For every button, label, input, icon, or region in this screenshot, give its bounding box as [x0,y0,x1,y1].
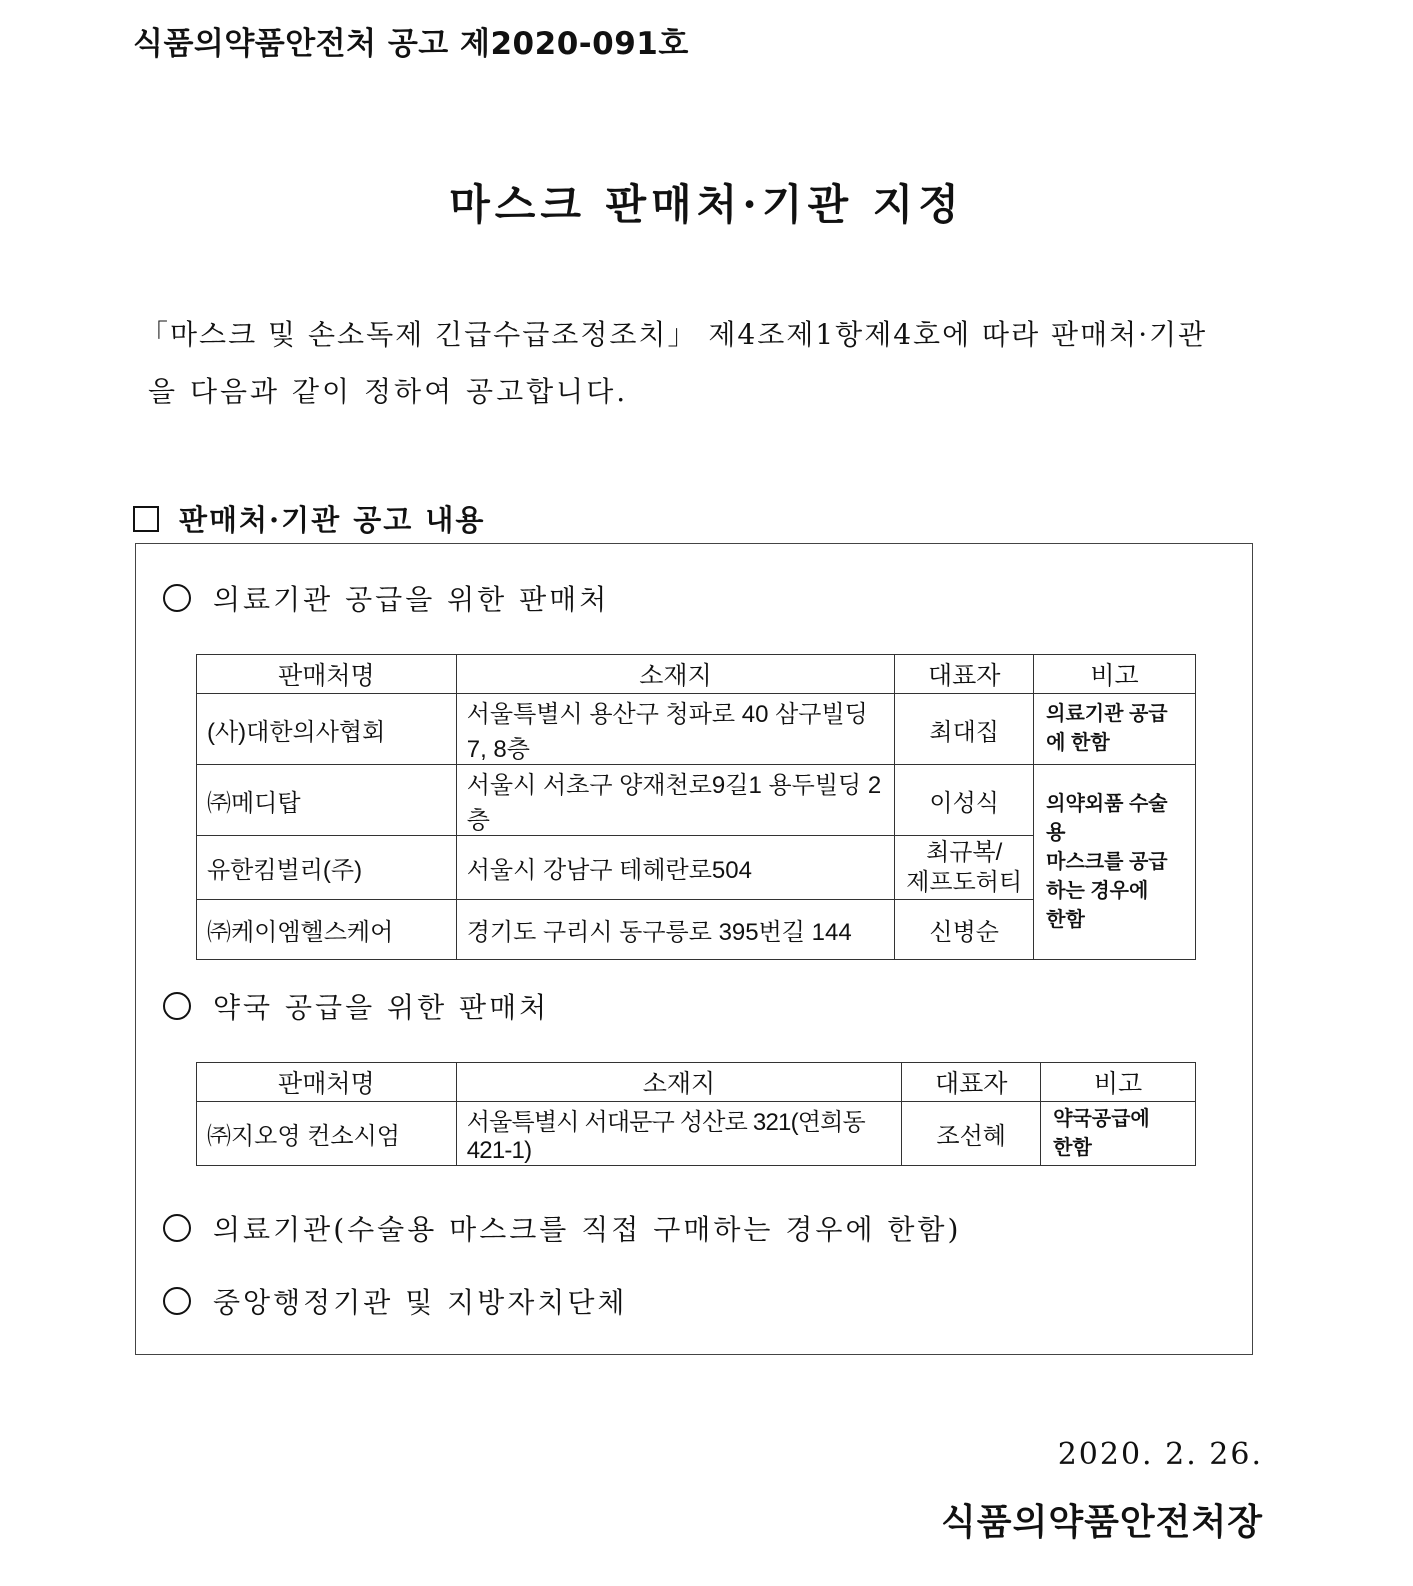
page-title: 마스크 판매처·기관 지정 [449,180,964,229]
checkbox-square-icon [133,506,159,532]
header-remarks: 비고 [1034,655,1196,694]
cell-location: 서울시 강남구 테헤란로504 [456,836,895,900]
cell-remarks: 약국공급에 한함 [1041,1102,1196,1166]
notice-number: 식품의약품안전처 공고 제2020-091호 [133,26,689,62]
cell-name: (사)대한의사협회 [197,694,457,765]
cell-name: ㈜지오영 컨소시엄 [197,1102,457,1166]
section-heading [133,498,485,539]
intro-line-1: 「마스크 및 손소독제 긴급수급조정조치」 제4조제1항제4호에 따라 판매처·기관 [140,318,1208,351]
cell-location: 경기도 구리시 동구릉로 395번길 144 [456,900,895,960]
header-location: 소재지 [456,1063,902,1102]
bullet-medical-suppliers [163,578,609,618]
circle-bullet-icon [163,992,191,1020]
cell-remarks: 의약외품 수술용 마스크를 공급 하는 경우에 한함 [1034,765,1196,960]
cell-name: 유한킴벌리(주) [197,836,457,900]
circle-bullet-icon [163,1287,191,1315]
header-representative: 대표자 [895,655,1034,694]
header-remarks: 비고 [1041,1063,1196,1102]
table-row [197,694,1196,765]
cell-name: ㈜메디탑 [197,765,457,836]
table-row [197,1102,1196,1166]
bullet-text: 약국 공급을 위한 판매처 [213,991,550,1024]
cell-location: 서울특별시 용산구 청파로 40 삼구빌딩 7, 8층 [456,694,895,765]
table-header-row [197,655,1196,694]
bullet-text: 중앙행정기관 및 지방자치단체 [213,1286,628,1319]
circle-bullet-icon [163,584,191,612]
cell-representative: 최규복/ 제프도허티 [895,836,1034,900]
cell-name: ㈜케이엠헬스케어 [197,900,457,960]
notice-date: 2020. 2. 26. [1057,1437,1263,1472]
issuer-name: 식품의약품안전처장 [941,1501,1263,1543]
header-name: 판매처명 [197,655,457,694]
bullet-pharmacy-suppliers [163,986,549,1026]
table-row [197,765,1196,836]
cell-location: 서울특별시 서대문구 성산로 321(연희동 421-1) [456,1102,902,1166]
cell-representative: 신병순 [895,900,1034,960]
cell-location: 서울시 서초구 양재천로9길1 용두빌딩 2층 [456,765,895,836]
circle-bullet-icon [163,1214,191,1242]
bullet-medical-institutions [163,1208,961,1248]
cell-remarks: 의료기관 공급 에 한함 [1034,694,1196,765]
bullet-government-agencies [163,1281,627,1321]
medical-suppliers-table [196,654,1196,960]
pharmacy-suppliers-table [196,1062,1196,1166]
cell-representative: 조선혜 [902,1102,1041,1166]
section-heading-text: 판매처·기관 공고 내용 [179,503,486,537]
header-representative: 대표자 [902,1063,1041,1102]
intro-line-2: 을 다음과 같이 정하여 공고합니다. [148,375,629,408]
header-name: 판매처명 [197,1063,457,1102]
bullet-text: 의료기관 공급을 위한 판매처 [213,583,610,616]
cell-representative: 최대집 [895,694,1034,765]
table-header-row [197,1063,1196,1102]
bullet-text: 의료기관(수술용 마스크를 직접 구매하는 경우에 한함) [213,1213,962,1246]
header-location: 소재지 [456,655,895,694]
cell-representative: 이성식 [895,765,1034,836]
